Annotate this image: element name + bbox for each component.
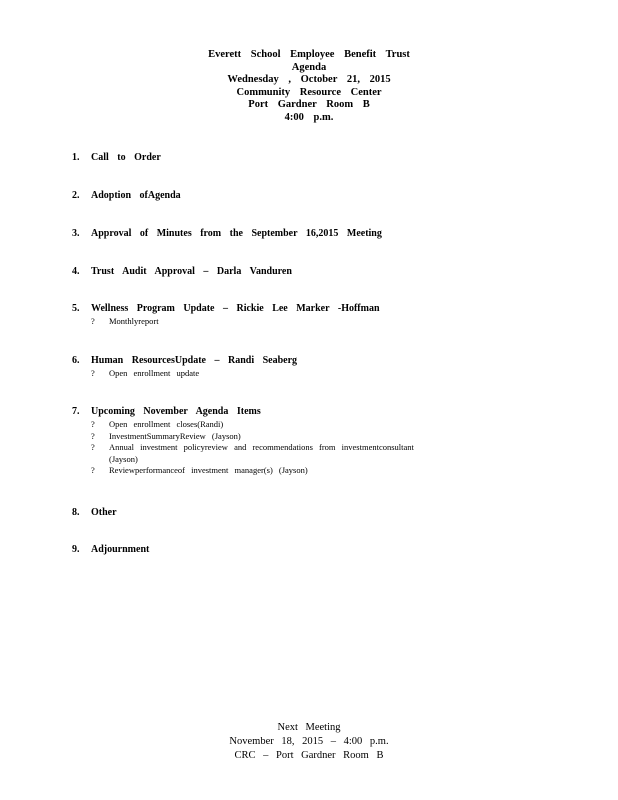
next-meeting-location: CRC – Port Gardner Room B [234, 750, 384, 761]
sub-item [72, 465, 552, 477]
item-number: 8. [72, 507, 80, 518]
item-title: Approval of Minutes from the September 16,2015 Meeting [91, 228, 382, 239]
bullet-glyph: ? [91, 368, 95, 378]
sub-item [72, 419, 552, 431]
bullet-glyph: ? [91, 442, 95, 452]
agenda-item-6 [72, 355, 552, 380]
next-meeting-footer [0, 721, 618, 763]
sub-item-text: Annual investment policyreview and recommendations from investmentconsultant [109, 442, 414, 452]
item-number: 4. [72, 266, 80, 277]
agenda-item-2 [72, 190, 552, 202]
item-title: Trust Audit Approval – Darla Vanduren [91, 266, 292, 277]
agenda-item-3 [72, 228, 552, 240]
sub-item-text: Reviewperformanceof investment manager(s) (Jayson) [109, 465, 308, 475]
agenda-item-8 [72, 507, 552, 519]
document-title: Agenda [291, 61, 327, 73]
item-number: 1. [72, 152, 80, 163]
item-title: Human ResourcesUpdate – Randi Seaberg [91, 355, 298, 366]
item-title: Other [91, 507, 117, 518]
meeting-venue: Community Resource Center [236, 86, 382, 98]
meeting-date: Wednesday , October 21, 2015 [227, 74, 391, 85]
meeting-time: 4:00 p.m. [284, 111, 334, 123]
item-title: Wellness Program Update – Rickie Lee Marker -Hoffman [91, 303, 380, 314]
item-title: Upcoming November Agenda Items [91, 406, 261, 417]
item-title: Call to Order [91, 152, 161, 163]
bullet-glyph: ? [91, 465, 95, 475]
sub-item-text-continued: (Jayson) [109, 453, 138, 464]
agenda-item-7 [72, 406, 552, 477]
agenda-item-4 [72, 266, 552, 278]
agenda-item-1 [72, 152, 552, 164]
meeting-room: Port Gardner Room B [248, 99, 370, 110]
sub-item [72, 431, 552, 443]
bullet-glyph: ? [91, 419, 95, 429]
agenda-item-9 [72, 544, 552, 556]
sub-item [72, 316, 552, 328]
item-number: 9. [72, 544, 80, 555]
sub-item-text: Open enrollment update [109, 368, 200, 378]
item-number: 2. [72, 190, 80, 201]
sub-item-text: InvestmentSummaryReview (Jayson) [109, 430, 241, 441]
next-meeting-date: November 18, 2015 – 4:00 p.m. [229, 736, 389, 747]
bullet-glyph: ? [91, 316, 95, 326]
item-title: Adoption ofAgenda [91, 190, 181, 201]
item-title: Adjournment [91, 544, 150, 555]
item-number: 6. [72, 355, 80, 366]
agenda-header [0, 49, 618, 124]
next-meeting-label: Next Meeting [277, 722, 341, 733]
sub-item-text: Open enrollment closes(Randi) [109, 419, 224, 429]
sub-item [72, 442, 552, 465]
sub-item-text: Monthlyreport [109, 316, 159, 326]
agenda-item-5 [72, 303, 552, 328]
item-number: 3. [72, 228, 80, 239]
bullet-glyph: ? [91, 430, 95, 441]
item-number: 5. [72, 303, 80, 314]
sub-item [72, 368, 552, 380]
organization-title: Everett School Employee Benefit Trust [208, 49, 410, 60]
item-number: 7. [72, 406, 80, 417]
